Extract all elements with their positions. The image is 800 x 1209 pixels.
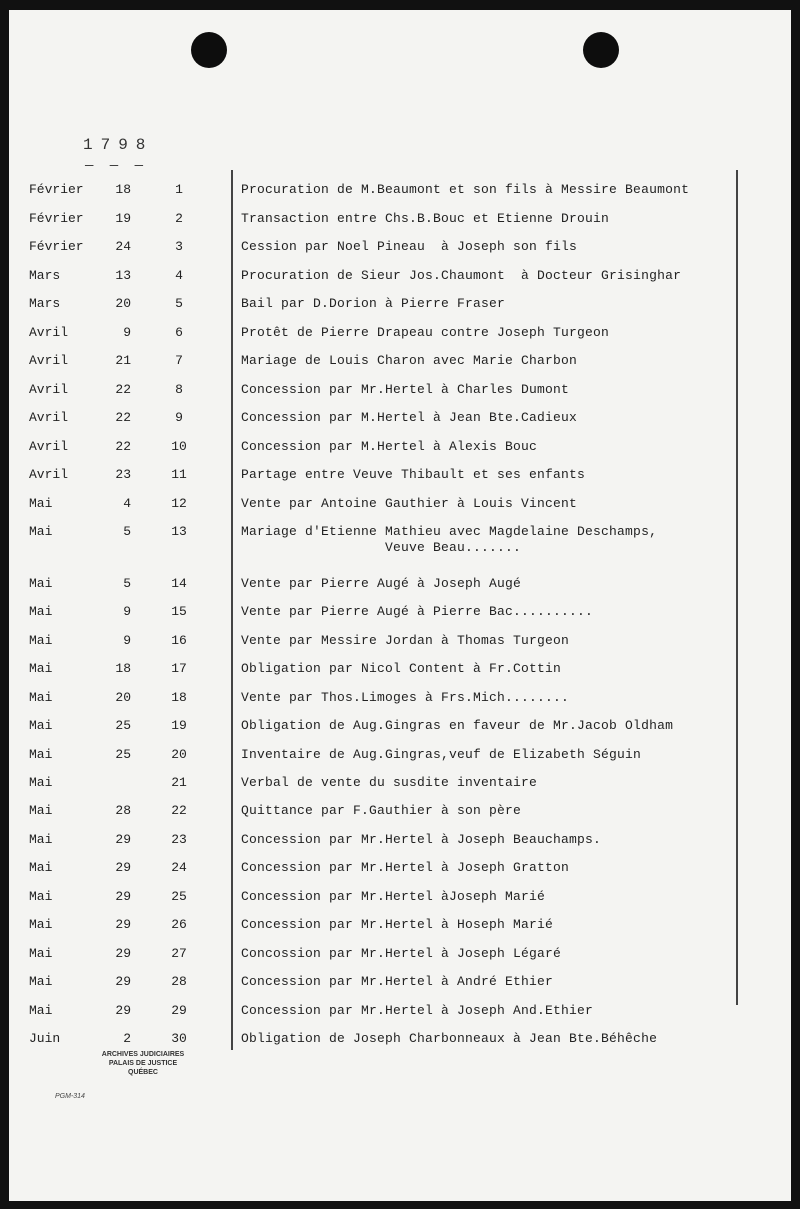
- entry-description: Verbal de vente du susdite inventaire: [241, 775, 538, 790]
- entry-month: Mars: [29, 268, 61, 283]
- entry-number: 8: [175, 382, 183, 397]
- entry-number: 10: [171, 439, 187, 454]
- entry-description: Quittance par F.Gauthier à son père: [241, 803, 522, 818]
- entry-number: 23: [171, 832, 187, 847]
- entry-number: 30: [171, 1031, 187, 1046]
- entry-day: 29: [115, 832, 131, 847]
- entry-number: 13: [171, 524, 187, 539]
- entry-description: Vente par Antoine Gauthier à Louis Vincent: [241, 496, 578, 511]
- entry-number: 12: [171, 496, 187, 511]
- entry-number: 26: [171, 917, 187, 932]
- entry-description: Concession par M.Hertel à Jean Bte.Cadieux: [241, 410, 578, 425]
- entry-description: Obligation de Joseph Charbonneaux à Jean Bte.Béhêche: [241, 1031, 658, 1046]
- entry-description: Concession par Mr.Hertel àJoseph Marié: [241, 889, 546, 904]
- entry-day: 29: [115, 860, 131, 875]
- entry-month: Mai: [29, 718, 53, 733]
- entry-description: Procuration de M.Beaumont et son fils à Messire Beaumont: [241, 182, 690, 197]
- entry-month: Mai: [29, 690, 53, 705]
- entry-description: Protêt de Pierre Drapeau contre Joseph Turgeon: [241, 325, 610, 340]
- entry-month: Mai: [29, 803, 53, 818]
- entry-number: 1: [175, 182, 183, 197]
- archive-stamp: [73, 1050, 213, 1077]
- entry-number: 22: [171, 803, 187, 818]
- entry-number: 5: [175, 296, 183, 311]
- entry-description: Concession par Mr.Hertel à André Ethier: [241, 974, 554, 989]
- entry-month: Avril: [29, 382, 69, 397]
- entry-month: Mai: [29, 1003, 53, 1018]
- entry-description: Partage entre Veuve Thibault et ses enfants: [241, 467, 586, 482]
- punch-hole: [583, 32, 619, 68]
- entry-day: 29: [115, 974, 131, 989]
- entry-description: Concossion par Mr.Hertel à Joseph Légaré: [241, 946, 562, 961]
- entry-description: Bail par D.Dorion à Pierre Fraser: [241, 296, 506, 311]
- entry-day: 29: [115, 946, 131, 961]
- entry-number: 25: [171, 889, 187, 904]
- entry-day: 5: [123, 576, 131, 591]
- entry-day: 29: [115, 917, 131, 932]
- entry-month: Avril: [29, 467, 69, 482]
- entry-day: 25: [115, 718, 131, 733]
- entry-description: Mariage de Louis Charon avec Marie Charbon: [241, 353, 578, 368]
- entry-description: Cession par Noel Pineau à Joseph son fils: [241, 239, 578, 254]
- entry-day: 2: [123, 1031, 131, 1046]
- entry-description: Transaction entre Chs.B.Bouc et Etienne Drouin: [241, 211, 610, 226]
- entry-day: 23: [115, 467, 131, 482]
- entry-number: 28: [171, 974, 187, 989]
- entry-day: 22: [115, 439, 131, 454]
- entry-day: 29: [115, 1003, 131, 1018]
- index-card: [9, 10, 791, 1201]
- entry-number: 21: [171, 775, 187, 790]
- entry-day: 5: [123, 524, 131, 539]
- entry-day: 4: [123, 496, 131, 511]
- entry-number: 17: [171, 661, 187, 676]
- entry-month: Juin: [29, 1031, 61, 1046]
- entry-day: 22: [115, 382, 131, 397]
- entry-description: Mariage d'Etienne Mathieu avec Magdelaine Deschamps, Veuve Beau.......: [241, 524, 658, 555]
- entry-number: 4: [175, 268, 183, 283]
- entry-number: 29: [171, 1003, 187, 1018]
- entry-month: Avril: [29, 353, 69, 368]
- entry-day: 20: [115, 296, 131, 311]
- stamp-line: PALAIS DE JUSTICE: [108, 1060, 178, 1067]
- entry-number: 2: [175, 211, 183, 226]
- entry-month: Mai: [29, 860, 53, 875]
- entry-month: Avril: [29, 439, 69, 454]
- entry-month: Mai: [29, 917, 53, 932]
- entry-month: Mai: [29, 524, 53, 539]
- column-rule-left: [231, 170, 233, 1050]
- entry-description: Concession par Mr.Hertel à Charles Dumont: [241, 382, 570, 397]
- entry-month: Mai: [29, 974, 53, 989]
- entry-day: 21: [115, 353, 131, 368]
- entry-description: Vente par Thos.Limoges à Frs.Mich........: [241, 690, 570, 705]
- entry-number: 7: [175, 353, 183, 368]
- entry-description: Concession par Mr.Hertel à Joseph And.Ethier: [241, 1003, 594, 1018]
- entry-number: 9: [175, 410, 183, 425]
- stamp-line: ARCHIVES JUDICIAIRES: [101, 1051, 185, 1058]
- entry-day: 18: [115, 661, 131, 676]
- entry-day: 28: [115, 803, 131, 818]
- entry-month: Mai: [29, 775, 53, 790]
- entry-description: Concession par M.Hertel à Alexis Bouc: [241, 439, 538, 454]
- entry-day: 29: [115, 889, 131, 904]
- entry-month: Mai: [29, 633, 53, 648]
- entry-description: Vente par Messire Jordan à Thomas Turgeon: [241, 633, 570, 648]
- entry-day: 19: [115, 211, 131, 226]
- entry-number: 18: [171, 690, 187, 705]
- punch-hole: [191, 32, 227, 68]
- entry-day: 9: [123, 633, 131, 648]
- entry-month: Mai: [29, 946, 53, 961]
- entry-description: Vente par Pierre Augé à Pierre Bac..........: [241, 604, 594, 619]
- entry-description: Concession par Mr.Hertel à Joseph Beauchamps.: [241, 832, 602, 847]
- entry-month: Mai: [29, 832, 53, 847]
- entry-description: Obligation de Aug.Gingras en faveur de Mr.Jacob Oldham: [241, 718, 674, 733]
- entry-number: 15: [171, 604, 187, 619]
- entry-month: Février: [29, 182, 84, 197]
- entry-number: 16: [171, 633, 187, 648]
- form-code: PGM-314: [55, 1093, 85, 1100]
- entry-description: Obligation par Nicol Content à Fr.Cottin: [241, 661, 562, 676]
- entry-number: 27: [171, 946, 187, 961]
- entry-month: Mai: [29, 576, 53, 591]
- entry-month: Février: [29, 211, 84, 226]
- entry-month: Mai: [29, 661, 53, 676]
- year-underline: — — —: [85, 158, 148, 174]
- entry-month: Mai: [29, 496, 53, 511]
- entry-day: 18: [115, 182, 131, 197]
- entry-month: Mai: [29, 889, 53, 904]
- entry-number: 3: [175, 239, 183, 254]
- entry-month: Mai: [29, 604, 53, 619]
- entry-day: 25: [115, 747, 131, 762]
- column-rule-right: [736, 170, 738, 1005]
- entry-month: Avril: [29, 410, 69, 425]
- entry-description: Procuration de Sieur Jos.Chaumont à Docteur Grisinghar: [241, 268, 682, 283]
- entry-number: 19: [171, 718, 187, 733]
- year-heading: 1798: [83, 136, 154, 154]
- entry-month: Avril: [29, 325, 69, 340]
- entry-number: 6: [175, 325, 183, 340]
- entry-month: Mai: [29, 747, 53, 762]
- entry-number: 24: [171, 860, 187, 875]
- entry-day: 24: [115, 239, 131, 254]
- entry-description: Concession par Mr.Hertel à Hoseph Marié: [241, 917, 554, 932]
- entry-number: 20: [171, 747, 187, 762]
- entry-day: 13: [115, 268, 131, 283]
- entry-description: Inventaire de Aug.Gingras,veuf de Elizabeth Séguin: [241, 747, 642, 762]
- entry-number: 14: [171, 576, 187, 591]
- entry-day: 20: [115, 690, 131, 705]
- entry-day: 9: [123, 604, 131, 619]
- entry-number: 11: [171, 467, 187, 482]
- entry-day: 22: [115, 410, 131, 425]
- entry-month: Mars: [29, 296, 61, 311]
- entry-day: 9: [123, 325, 131, 340]
- entry-description: Vente par Pierre Augé à Joseph Augé: [241, 576, 522, 591]
- stamp-line: QUÉBEC: [128, 1069, 158, 1076]
- entry-description: Concession par Mr.Hertel à Joseph Gratton: [241, 860, 570, 875]
- entry-month: Février: [29, 239, 84, 254]
